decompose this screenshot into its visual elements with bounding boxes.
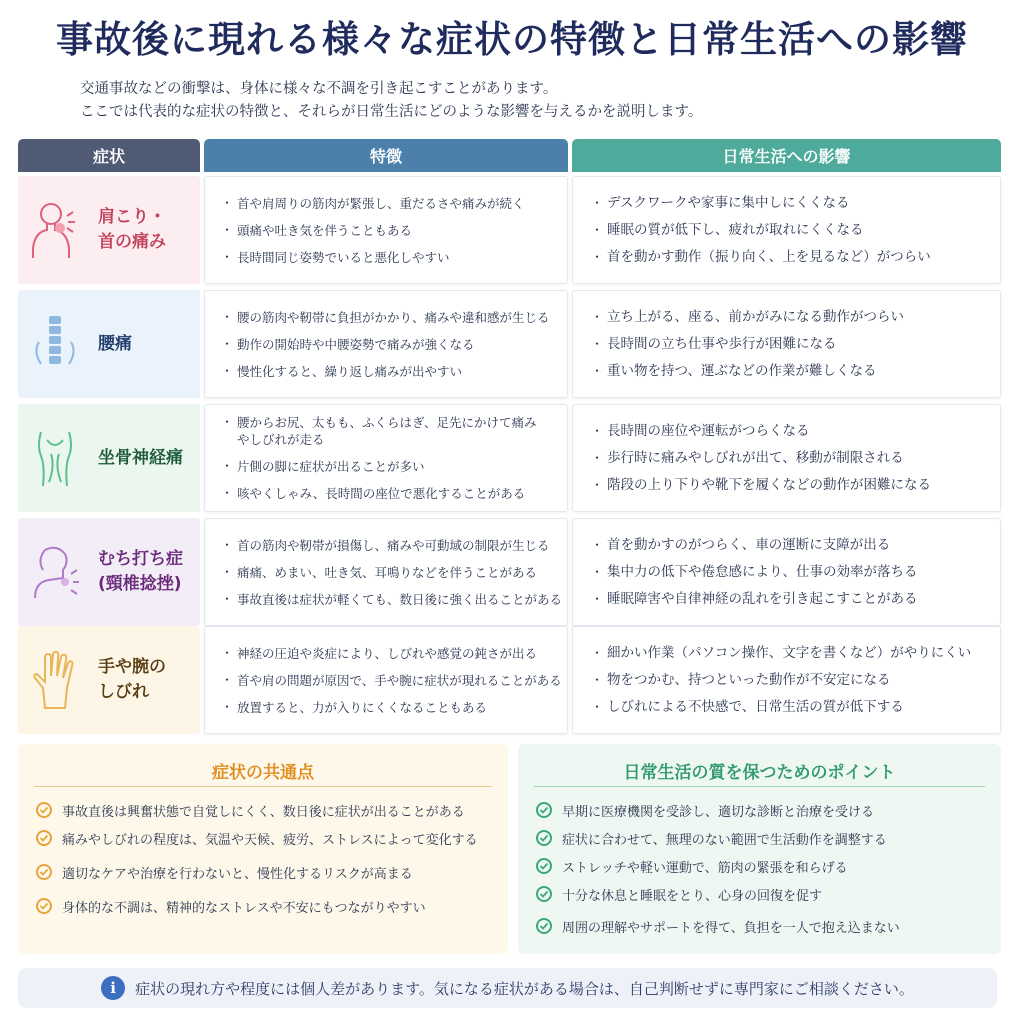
list-item: ・ デスクワークや家事に集中しにくくなる bbox=[593, 190, 1000, 217]
effects-cell bbox=[572, 176, 1001, 284]
table-row bbox=[18, 404, 1001, 512]
list-item: ・ 腰の筋肉や靭帯に負担がかかり、痛みや違和感が生じる bbox=[223, 304, 567, 331]
intro-text bbox=[80, 78, 980, 124]
list-item: 事故直後は興奮状態で自覚しにくく、数日後に症状が出ることがある bbox=[36, 796, 498, 824]
list-item: ・ 慢性化すると、繰り返し痛みが出やすい bbox=[223, 358, 567, 385]
list-item: 痛みやしびれの程度は、気温や天候、疲労、ストレスによって変化する bbox=[36, 824, 498, 852]
check-icon bbox=[536, 802, 552, 818]
list-item: ・ 集中力の低下や倦怠感により、仕事の効率が落ちる bbox=[593, 559, 1000, 586]
list-item: ・ 首の筋肉や靭帯が損傷し、痛みや可動域の制限が生じる bbox=[223, 532, 567, 559]
check-icon bbox=[536, 886, 552, 902]
symptom-name: 坐骨神経痛 bbox=[98, 447, 183, 468]
pelvis-nerve-icon bbox=[24, 423, 86, 493]
list-item: ・ 放置すると、力が入りにくくなることもある bbox=[223, 694, 567, 721]
symptom-cell bbox=[18, 518, 200, 626]
notice-text: 症状の現れ方や程度には個人差があります。気になる症状がある場合は、自己判断せずに専門家にご相談ください。 bbox=[135, 979, 914, 998]
effects-cell bbox=[572, 518, 1001, 626]
symptom-cell bbox=[18, 290, 200, 398]
list-item: ・ 首や肩周りの筋肉が緊張し、重だるさや痛みが続く bbox=[223, 190, 567, 217]
effects-cell bbox=[572, 404, 1001, 512]
list-item: 症状に合わせて、無理のない範囲で生活動作を調整する bbox=[536, 824, 991, 852]
list-item: ・ 首を動かす動作（振り向く、上を見るなど）がつらい bbox=[593, 244, 1000, 271]
list-item: 周囲の理解やサポートを得て、負担を一人で抱え込まない bbox=[536, 912, 991, 940]
effects-cell bbox=[572, 626, 1001, 734]
list-item: ・ 階段の上り下りや靴下を履くなどの動作が困難になる bbox=[593, 472, 1000, 499]
table-row bbox=[18, 176, 1001, 284]
features-cell bbox=[204, 290, 568, 398]
intro-line: ここでは代表的な症状の特徴と、それらが日常生活にどのような影響を与えるかを説明します。 bbox=[80, 104, 703, 120]
list-item: ストレッチや軽い運動で、筋肉の緊張を和らげる bbox=[536, 852, 991, 880]
qol-points-panel bbox=[518, 744, 1001, 954]
symptom-cell bbox=[18, 626, 200, 734]
list-item: ・ 事故直後は症状が軽くても、数日後に強く出ることがある bbox=[223, 586, 567, 613]
list-item: ・ 物をつかむ、持つといった動作が不安定になる bbox=[593, 667, 1000, 694]
list-item: ・ 睡眠障害や自律神経の乱れを引き起こすことがある bbox=[593, 586, 1000, 613]
list-item: ・ 重い物を持つ、運ぶなどの作業が難しくなる bbox=[593, 358, 1000, 385]
list-item: ・ 細かい作業（パソコン操作、文字を書くなど）がやりにくい bbox=[593, 640, 1000, 667]
list-item: ・ 動作の開始時や中腰姿勢で痛みが強くなる bbox=[223, 331, 567, 358]
notice-bar bbox=[18, 968, 997, 1008]
list-item: ・ 痛痛、めまい、吐き気、耳鳴りなどを伴うことがある bbox=[223, 559, 567, 586]
features-cell bbox=[204, 626, 568, 734]
list-item: ・ 歩行時に痛みやしびれが出て、移動が制限される bbox=[593, 445, 1000, 472]
features-cell bbox=[204, 518, 568, 626]
check-icon bbox=[536, 858, 552, 874]
list-item: ・ 長時間同じ姿勢でいると悪化しやすい bbox=[223, 244, 567, 271]
panel-title: 症状の共通点 bbox=[212, 763, 314, 783]
shoulder-neck-icon bbox=[24, 195, 86, 265]
symptom-name: むち打ち症 (頸椎捻挫) bbox=[98, 549, 183, 594]
list-item: ・ 頭痛や吐き気を伴うこともある bbox=[223, 217, 567, 244]
table-row bbox=[18, 626, 1001, 734]
check-icon bbox=[36, 830, 52, 846]
list-item: ・ 首を動かすのがつらく、車の運断に支障が出る bbox=[593, 532, 1000, 559]
list-item: 身体的な不調は、精神的なストレスや不安にもつながりやすい bbox=[36, 892, 498, 920]
hand-icon bbox=[24, 645, 86, 715]
list-item: ・ 睡眠の質が低下し、疲れが取れにくくなる bbox=[593, 217, 1000, 244]
list-item: ・ 立ち上がる、座る、前かがみになる動作がつらい bbox=[593, 304, 1000, 331]
whiplash-head-icon bbox=[24, 537, 86, 607]
table-header-features: 特徴 bbox=[204, 139, 568, 172]
table-row bbox=[18, 518, 1001, 626]
list-item: 十分な休息と睡眠をとり、心身の回復を促す bbox=[536, 880, 991, 908]
info-icon: i bbox=[101, 976, 125, 1000]
list-item: 適切なケアや治療を行わないと、慢性化するリスクが高まる bbox=[36, 858, 498, 886]
panel-title: 日常生活の質を保つためのポイント bbox=[623, 763, 896, 783]
table-row bbox=[18, 290, 1001, 398]
check-icon bbox=[536, 918, 552, 934]
page-title: 事故後に現れる様々な症状の特徴と日常生活への影響 bbox=[56, 18, 968, 61]
check-icon bbox=[536, 830, 552, 846]
list-item: ・ 片側の脚に症状が出ることが多い bbox=[223, 453, 567, 480]
list-item: 早期に医療機関を受診し、適切な診断と治療を受ける bbox=[536, 796, 991, 824]
list-item: ・ しびれによる不快感で、日常生活の質が低下する bbox=[593, 694, 1000, 721]
effects-cell bbox=[572, 290, 1001, 398]
symptom-name: 肩こり・ 首の痛み bbox=[98, 207, 166, 252]
list-item: ・ 腰からお尻、太もも、ふくらはぎ、足先にかけて痛みやしびれが走る bbox=[223, 414, 543, 448]
features-cell bbox=[204, 404, 568, 512]
table-header-symptom: 症状 bbox=[18, 139, 200, 172]
list-item: ・ 長時間の立ち仕事や歩行が困難になる bbox=[593, 331, 1000, 358]
check-icon bbox=[36, 802, 52, 818]
list-item: ・ 神経の圧迫や炎症により、しびれや感覚の鈍さが出る bbox=[223, 640, 567, 667]
symptom-name: 腰痛 bbox=[98, 333, 132, 354]
check-icon bbox=[36, 864, 52, 880]
table-header-effects: 日常生活への影響 bbox=[572, 139, 1001, 172]
symptom-name: 手や腕の しびれ bbox=[98, 657, 166, 702]
check-icon bbox=[36, 898, 52, 914]
list-item: ・ 長時間の座位や運転がつらくなる bbox=[593, 418, 1000, 445]
list-item: ・ 首や肩の問題が原因で、手や腕に症状が現れることがある bbox=[223, 667, 567, 694]
symptom-cell bbox=[18, 404, 200, 512]
features-cell bbox=[204, 176, 568, 284]
divider bbox=[34, 786, 492, 787]
symptom-cell bbox=[18, 176, 200, 284]
list-item: ・ 咳やくしゃみ、長時間の座位で悪化することがある bbox=[223, 480, 567, 507]
spine-icon bbox=[24, 309, 86, 379]
common-points-panel bbox=[18, 744, 508, 954]
intro-line: 交通事故などの衝撃は、身体に様々な不調を引き起こすことがあります。 bbox=[80, 81, 558, 97]
divider bbox=[534, 786, 985, 787]
